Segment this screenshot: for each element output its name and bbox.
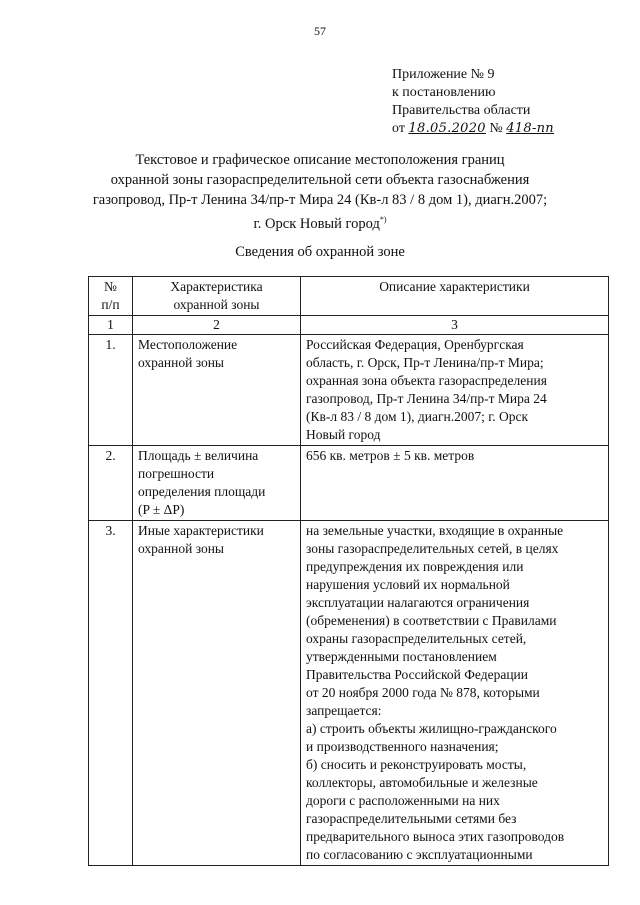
description-cell [301, 521, 609, 866]
section-subtitle: Сведения об охранной зоне [235, 244, 405, 260]
description-cell-line: коллекторы, автомобильные и железные [306, 775, 538, 790]
number-label: № [489, 121, 503, 136]
row-number: 3. [89, 521, 133, 866]
description-cell-line: б) сносить и реконструировать мосты, [306, 757, 527, 772]
title-line: Текстовое и графическое описание местоположения границ [135, 152, 505, 168]
description-cell-line: утвержденными постановлением [306, 649, 497, 664]
description-cell [301, 446, 609, 521]
index-cell: 3 [301, 316, 609, 335]
description-cell-line: 656 кв. метров ± 5 кв. метров [306, 448, 475, 463]
title-line: г. Орск Новый город*) [253, 215, 387, 232]
header-number: № п/п [89, 277, 133, 316]
characteristic-cell [133, 335, 301, 446]
appendix-line-3: Правительства области [392, 103, 531, 118]
description-cell-line: (обременения) в соответствии с Правилами [306, 613, 557, 628]
characteristic-cell-line: охранной зоны [138, 355, 225, 370]
characteristic-cell-line: определения площади [138, 484, 266, 499]
zone-info-table [88, 276, 609, 866]
description-cell-line: запрещается: [306, 703, 382, 718]
description-cell-line: от 20 ноября 2000 года № 878, которыми [306, 685, 540, 700]
description-cell-line: газопровод, Пр-т Ленина 34/пр-т Мира 24 [306, 391, 547, 406]
table-header-row [89, 277, 609, 316]
description-cell-line: дороги с расположенными на них [306, 793, 500, 808]
description-cell-line: эксплуатации налагаются ограничения [306, 595, 530, 610]
description-cell-line: область, г. Орск, Пр-т Ленина/пр-т Мира; [306, 355, 544, 370]
characteristic-cell-line: (P ± ΔP) [138, 502, 185, 517]
table-row [89, 446, 609, 521]
index-cell: 2 [133, 316, 301, 335]
description-cell-line: и производственного назначения; [306, 739, 499, 754]
table-index-row [89, 316, 609, 335]
characteristic-cell [133, 521, 301, 866]
header-description: Описание характеристики [301, 277, 609, 316]
page-number: 57 [314, 24, 326, 38]
title-line: газопровод, Пр-т Ленина 34/пр-т Мира 24 (Кв-л 83 / 8 дом 1), диагн.2007; [92, 192, 548, 208]
title-line: охранной зоны газораспределительной сети объекта газоснабжения [110, 172, 530, 188]
appendix-line-2: к постановлению [392, 85, 496, 100]
description-cell-line: предупреждения их повреждения или [306, 559, 524, 574]
description-cell-line: по согласованию с эксплуатационными [306, 847, 533, 862]
description-cell-line: Правительства Российской Федерации [306, 667, 528, 682]
description-cell-line: а) строить объекты жилищно-гражданского [306, 721, 557, 736]
description-cell-line: на земельные участки, входящие в охранные [306, 523, 564, 538]
characteristic-cell-line: погрешности [138, 466, 215, 481]
characteristic-cell-line: Площадь ± величина [138, 448, 259, 463]
description-cell [301, 335, 609, 446]
appendix-header [392, 66, 554, 138]
date-prefix: от [392, 121, 405, 136]
description-cell-line: предварительного выноса этих газопроводов [306, 829, 565, 844]
appendix-line-1: Приложение № 9 [392, 67, 495, 82]
characteristic-cell [133, 446, 301, 521]
table-row [89, 335, 609, 446]
description-cell-line: Новый город [306, 427, 381, 442]
description-cell-line: Российская Федерация, Оренбургская [306, 337, 524, 352]
appendix-date-line [392, 120, 554, 138]
description-cell-line: газораспределительными сетями без [306, 811, 517, 826]
description-cell-line: охраны газораспределительных сетей, [306, 631, 527, 646]
title-footnote-mark: *) [379, 215, 387, 224]
row-number: 1. [89, 335, 133, 446]
row-number: 2. [89, 446, 133, 521]
document-title [60, 150, 580, 234]
header-characteristic: Характеристика охранной зоны [133, 277, 301, 316]
description-cell-line: (Кв-л 83 / 8 дом 1), диагн.2007; г. Орск [306, 409, 529, 424]
table-row [89, 521, 609, 866]
characteristic-cell-line: Иные характеристики [138, 523, 264, 538]
handwritten-number: 418-пп [506, 121, 554, 136]
description-cell-line: нарушения условий их нормальной [306, 577, 510, 592]
handwritten-date: 18.05.2020 [408, 121, 486, 136]
characteristic-cell-line: охранной зоны [138, 541, 225, 556]
index-cell: 1 [89, 316, 133, 335]
description-cell-line: охранная зона объекта газораспределения [306, 373, 547, 388]
characteristic-cell-line: Местоположение [138, 337, 238, 352]
description-cell-line: зоны газораспределительных сетей, в целях [306, 541, 559, 556]
